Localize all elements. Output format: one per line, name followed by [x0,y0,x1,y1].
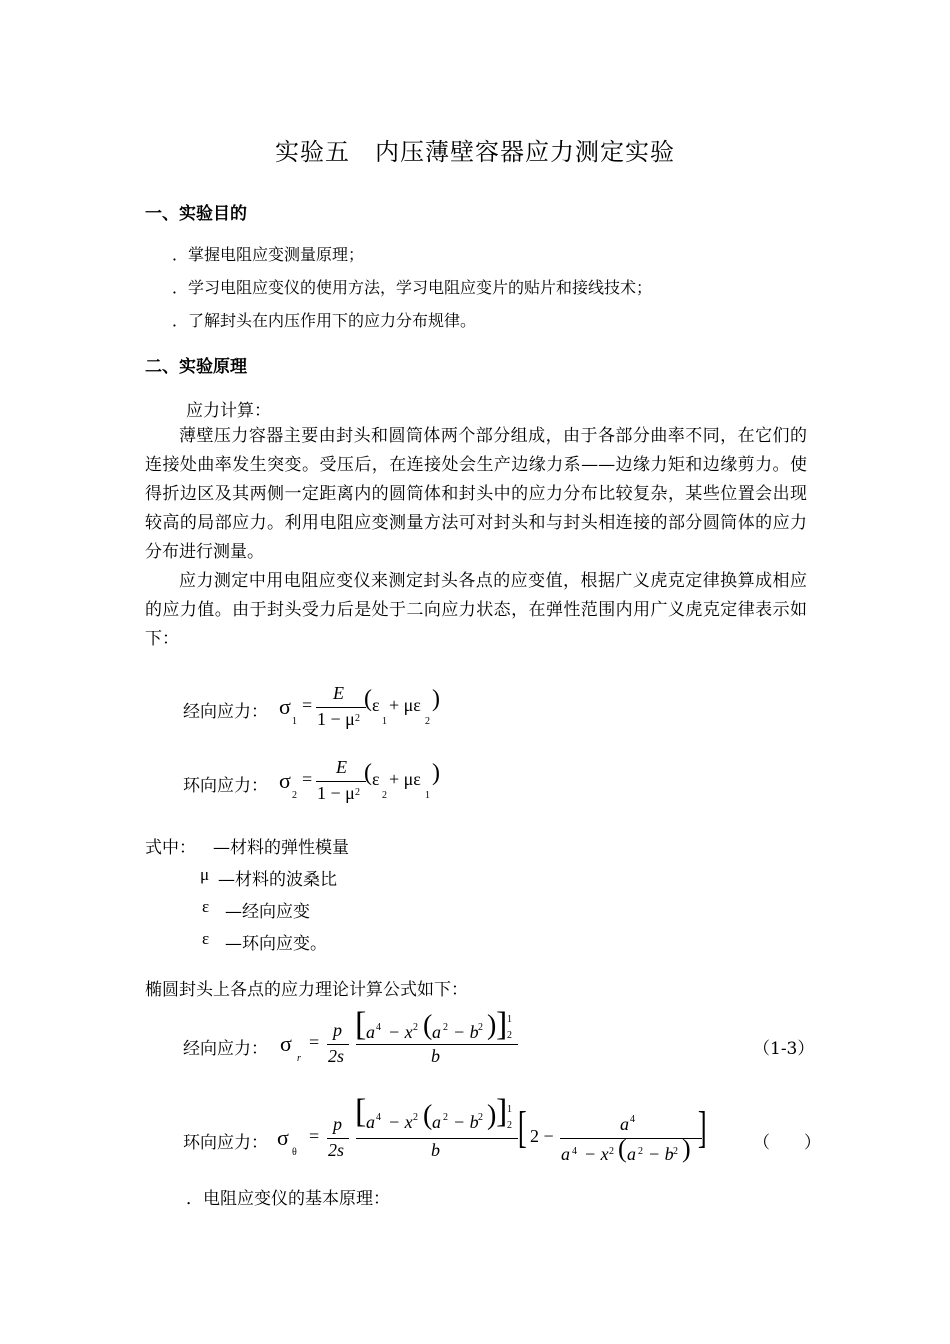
right-paren: ) [432,760,440,786]
left-bracket: [ [355,1006,367,1043]
exponent: 4 [630,1114,635,1125]
minus-x: − x [584,1144,609,1164]
two-s: 2s [328,1046,345,1066]
paragraph: 薄壁压力容器主要由封头和圆筒体两个部分组成，由于各部分曲率不同，在它们的连接处曲率发生突变。受压后，在连接处会生产边缘力系——边缘力矩和边缘剪力。使得折边区及其两侧一定距离内的圆筒体和封头中的应力分布比较复杂，某些位置会出现较高的局部应力。利用电阻应变测量方法可对封头和与封头相连接的部分圆筒体的应力分布进行测量。 [145,426,807,562]
exponent: 4 [376,1022,381,1033]
sigma-symbol: σ [277,1125,289,1150]
sigma-symbol: σ [279,694,291,719]
p-symbol: p [333,1020,342,1040]
p-symbol: p [333,1114,342,1134]
left-paren: ( [423,1010,433,1041]
equals-sign: = [309,1032,320,1052]
exponent: 2 [609,1146,614,1157]
exponent: 4 [572,1146,577,1157]
var-a: a [432,1022,441,1042]
epsilon-subscript: 1 [425,790,430,801]
minus-b: − b [453,1112,479,1132]
sigma-subscript: 1 [292,716,297,727]
left-bracket: [ [517,1103,527,1152]
formula-label: 经向应力： [183,1039,268,1059]
epsilon-symbol: ε [372,695,380,715]
var-b: b [431,1140,440,1160]
right-paren: ) [682,1134,691,1163]
sigma-subscript: θ [292,1147,297,1158]
section-heading-purpose: 一、实验目的 [145,204,247,224]
half-numerator: 1 [507,1014,512,1025]
var-a: a [620,1114,629,1134]
var-b: b [431,1046,440,1066]
exponent: 2 [638,1146,643,1157]
legend-desc: —环向应变。 [225,934,327,954]
half-denominator: 2 [507,1120,512,1131]
left-paren: ( [364,686,372,712]
fraction-denominator: 1 − μ [317,709,355,729]
section-heading-principle: 二、实验原理 [145,357,247,377]
right-bracket: ] [697,1103,707,1152]
fraction-bar [327,1138,349,1139]
minus-x: − x [388,1112,413,1132]
paragraph: 应力测定中用电阻应变仪来测定封头各点的应变值，根据广义虎克定律换算成相应的应力值。由于封头受力后是处于二向应力状态，在弹性范围内用广义虎克定律表示如下： [145,571,807,649]
half-denominator: 2 [507,1030,512,1041]
sigma-symbol: σ [279,768,291,793]
fraction-bar [316,707,366,708]
fraction-numerator: E [336,757,347,777]
minus-b: − b [453,1022,479,1042]
sigma-subscript: r [297,1053,301,1064]
fraction-bar [316,781,366,782]
exponent: 2 [478,1022,483,1033]
fraction-bar [560,1138,702,1139]
epsilon-subscript: 1 [382,716,387,727]
paragraph-block [145,422,807,654]
plus-mu-epsilon: + με [389,695,421,715]
right-paren: ) [432,686,440,712]
legend-symbol: ε [202,929,210,948]
exponent: 2 [673,1146,678,1157]
two-s: 2s [328,1140,345,1160]
ellipse-intro: 椭圆封头上各点的应力理论计算公式如下： [145,980,468,1000]
equals-sign: = [309,1126,320,1146]
formula-label: 经向应力： [183,702,268,722]
legend-desc: —经向应变 [225,902,310,922]
fraction-denominator: 1 − μ [317,783,355,803]
list-item: ．掌握电阻应变测量原理； [172,245,365,264]
var-a: a [561,1144,570,1164]
two-minus: 2 − [530,1126,554,1146]
legend-desc: —材料的弹性模量 [213,838,349,858]
equals-sign: = [302,695,313,715]
page-title: 实验五 内压薄壁容器应力测定实验 [275,138,675,166]
exponent: 2 [443,1022,448,1033]
list-item: ．了解封头在内压作用下的应力分布规律。 [172,311,477,330]
left-bracket: [ [355,1093,367,1130]
right-paren: ) [487,1010,497,1041]
equation-number: （ ） [753,1133,821,1153]
list-item: ．学习电阻应变仪的使用方法，学习电阻应变片的贴片和接线技术； [172,278,653,297]
exponent: 2 [413,1022,418,1033]
exponent: 2 [478,1112,483,1123]
fraction-numerator: E [333,683,344,703]
fraction-bar [356,1138,518,1139]
right-paren: ) [487,1100,497,1131]
var-a: a [366,1112,375,1132]
left-paren: ( [364,760,372,786]
right-bracket: ] [496,1006,508,1043]
half-numerator: 1 [507,1104,512,1115]
epsilon-subscript: 2 [425,716,430,727]
equals-sign: = [302,769,313,789]
minus-b: − b [648,1144,674,1164]
legend-symbol: ε [202,897,210,916]
exponent: 2 [413,1112,418,1123]
exponent: 2 [355,787,360,798]
formula-label: 环向应力： [183,1133,268,1153]
sigma-symbol: σ [280,1031,292,1056]
exponent: 2 [355,713,360,724]
section-heading-strain-gauge: ．电阻应变仪的基本原理： [186,1189,390,1209]
equation-number: （1-3） [753,1039,815,1059]
fraction-bar [327,1044,349,1045]
sigma-subscript: 2 [292,790,297,801]
legend-symbol: μ [200,865,210,884]
exponent: 2 [443,1112,448,1123]
plus-mu-epsilon: + με [389,769,421,789]
left-paren: ( [423,1100,433,1131]
legend-prefix: 式中： [145,838,196,858]
minus-x: − x [388,1022,413,1042]
var-a: a [366,1022,375,1042]
epsilon-subscript: 2 [382,790,387,801]
right-bracket: ] [496,1093,508,1130]
fraction-bar [356,1044,518,1045]
left-paren: ( [618,1134,627,1163]
var-a: a [627,1144,636,1164]
epsilon-symbol: ε [372,769,380,789]
formula-label: 环向应力： [183,776,268,796]
var-a: a [432,1112,441,1132]
legend-desc: —材料的波桑比 [218,870,337,890]
subheading-stress-calc: 应力计算： [186,401,271,421]
exponent: 4 [376,1112,381,1123]
